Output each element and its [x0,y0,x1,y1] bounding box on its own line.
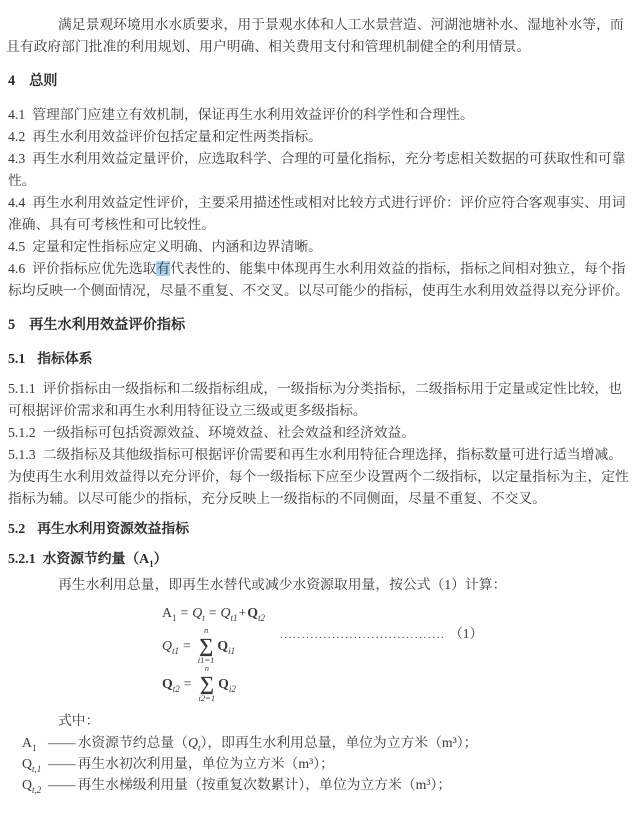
formula-line-1 [162,602,632,624]
term-symbol: Q [22,756,32,771]
heading-number: 5 [8,317,16,333]
clause-text: 管理部门应建立有效机制，保证再生水利用效益评价的科学性和合理性。 [32,107,474,122]
equation-leader [280,623,483,646]
term-symbol: Q [22,777,32,792]
clause-number: 4.3 [8,151,26,166]
definition-A1 [6,732,632,753]
heading-title: ） [153,551,168,566]
heading-section-5-1 [8,348,632,370]
definition-text: 再生水初次利用量，单位为立方米（m³）； [77,756,334,771]
var-Qi2-subscript: i2 [228,683,236,694]
summation-lower-limit: i2=1 [198,692,216,703]
heading-number: 4 [8,73,16,89]
heading-number: 5.2.1 [8,551,36,566]
var-A-subscript: 1 [171,612,177,623]
var-Qt: Q [192,605,203,620]
paragraph-text: 再生水利用总量，即再生水替代或减少水资源取用量，按公式（1）计算： [58,577,507,592]
clause-text: 一级指标可包括资源效益、环境效益、社会效益和经济效益。 [42,425,416,440]
clause-text: 再生水利用效益定量评价，应选取科学、合理的可量化指标，充分考虑相关数据的可获取性和可靠性。 [8,151,626,188]
summation-upper-limit: n [204,663,209,674]
where-label-text: 式中： [58,713,100,728]
definition-Qt1 [6,753,632,774]
var-Qi1: Q [217,637,229,653]
equation-number: （1） [449,626,484,641]
var-Qi2: Q [218,675,229,691]
summation-operator [199,664,216,703]
clause-5-1-1 [8,378,632,422]
var-Qt2-subscript: t2 [172,683,180,694]
paragraph-intro [6,14,632,58]
equals-sign: = [208,605,217,620]
clause-4-2 [8,126,632,148]
clause-4-5 [8,236,632,258]
clause-4-1 [8,104,632,126]
equals-sign: = [182,637,191,653]
clause-text: 定量和定性指标应定义明确、内涵和边界清晰。 [32,239,322,254]
clause-text: 评价指标应优先选取 [32,261,157,276]
sigma-icon: ∑ [198,634,214,657]
clause-5-1-2 [8,422,632,444]
heading-number: 5.2 [8,521,26,536]
selection-highlight: 有 [156,261,171,276]
clause-number: 4.5 [8,239,26,254]
clause-number: 4.6 [8,261,26,276]
var-Qi1-subscript: i1 [228,645,236,656]
clause-text: 二级指标及其他级指标可根据评价需要和再生水利用特征合理选择，指标数量可进行适当增减。为使再生水利用效益得以充分评价，每个一级指标下应至少设置两个二级指标，以定量指标为主，定性指标为辅。以尽可能少的指标，充分反映上一级指标的不同侧面，尽量不重复、不交叉。 [8,447,629,506]
definition-dash: —— [48,756,76,771]
heading-section-5-2-1 [8,548,632,570]
heading-number: 5.1 [8,351,26,366]
plus-sign: + [238,605,247,620]
heading-section-5-2 [8,518,632,540]
term-symbol: A [22,735,32,750]
formula-line-3 [162,663,632,703]
var-Qt-subscript: t [197,742,201,753]
clause-number: 4.4 [8,195,26,210]
definition-term [22,774,48,795]
heading-title: 指标体系 [37,351,93,366]
var-Qt1-subscript: t1 [171,645,179,656]
heading-title: 总则 [29,73,58,89]
clause-number: 5.1.3 [8,447,36,462]
clause-text: 评价指标由一级指标和二级指标组成，一级指标为分类指标，二级指标用于定量或定性比较，也可根据评价需求和再生水利用特征设立三级或更多级指标。 [8,381,623,418]
paragraph-formula-intro [6,574,632,596]
heading-title: 再生水利用效益评价指标 [29,317,186,333]
equals-sign: = [180,605,189,620]
summation-upper-limit: n [203,625,209,636]
clause-number: 5.1.1 [8,381,36,396]
term-subscript: 1 [31,742,37,753]
definition-text: 再生水梯级利用量（按重复次数累计），单位为立方米（m³）； [77,777,452,792]
definition-term [22,753,48,774]
var-Qt1-subscript: t1 [230,612,238,623]
var-Qt2-subscript: t2 [258,612,266,623]
var-A: A [162,605,172,620]
definition-text: ），即再生水利用总量，单位为立方米（m³）； [200,735,478,750]
var-Qt2: Q [162,675,173,691]
clause-4-3 [8,148,632,192]
leader-dots: ...................................... [280,629,446,641]
var-Qt1: Q [220,605,231,620]
formula-block [162,602,632,703]
var-Qt-subscript: t [202,612,205,623]
definition-dash: —— [48,735,76,750]
var-Qt2: Q [247,605,259,620]
heading-title: 水资源节约量（A [42,551,150,566]
clause-text: 代表性的、能集中体现再生水利用效益的指标，指标之间相对独立，每个指标均反映一个侧面情况，尽量不重复、不交叉。以尽可能少的指标，使再生水利用效益得以充分评价。 [8,261,629,298]
term-subscript: t,2 [31,784,42,795]
clause-number: 4.1 [8,107,26,122]
clause-4-4 [8,192,632,236]
heading-subscript: 1 [149,558,154,569]
summation-operator [198,626,215,665]
equals-sign: = [183,675,192,691]
paragraph-intro-text: 满足景观环境用水水质要求，用于景观水体和人工水景营造、河湖池塘补水、湿地补水等，而且有政府部门批准的利用规划、用户明确、相关费用支付和管理机制健全的利用情景。 [6,17,624,54]
definition-dash: —— [48,777,76,792]
var-Qt1: Q [162,637,172,653]
definition-Qt2 [6,774,632,795]
heading-title: 再生水利用资源效益指标 [37,521,190,536]
clause-number: 5.1.2 [8,425,36,440]
clause-5-1-3 [8,444,632,510]
definition-term [22,732,48,753]
sigma-icon: ∑ [199,672,214,695]
heading-section-5 [8,314,632,336]
summation-lower-limit: i1=1 [197,654,215,665]
term-subscript: t,1 [31,763,42,774]
clause-4-6 [8,258,632,302]
clause-text: 再生水利用效益定性评价，主要采用描述性或相对比较方式进行评价：评价应符合客观事实、用词准确、具有可考核性和可比较性。 [8,195,626,232]
var-Qt: Q [187,735,198,750]
clause-text: 再生水利用效益评价包括定量和定性两类指标。 [32,129,322,144]
where-label [58,710,632,732]
clause-number: 4.2 [8,129,26,144]
heading-section-4 [8,70,632,92]
definition-text: 水资源节约总量（ [77,735,188,750]
